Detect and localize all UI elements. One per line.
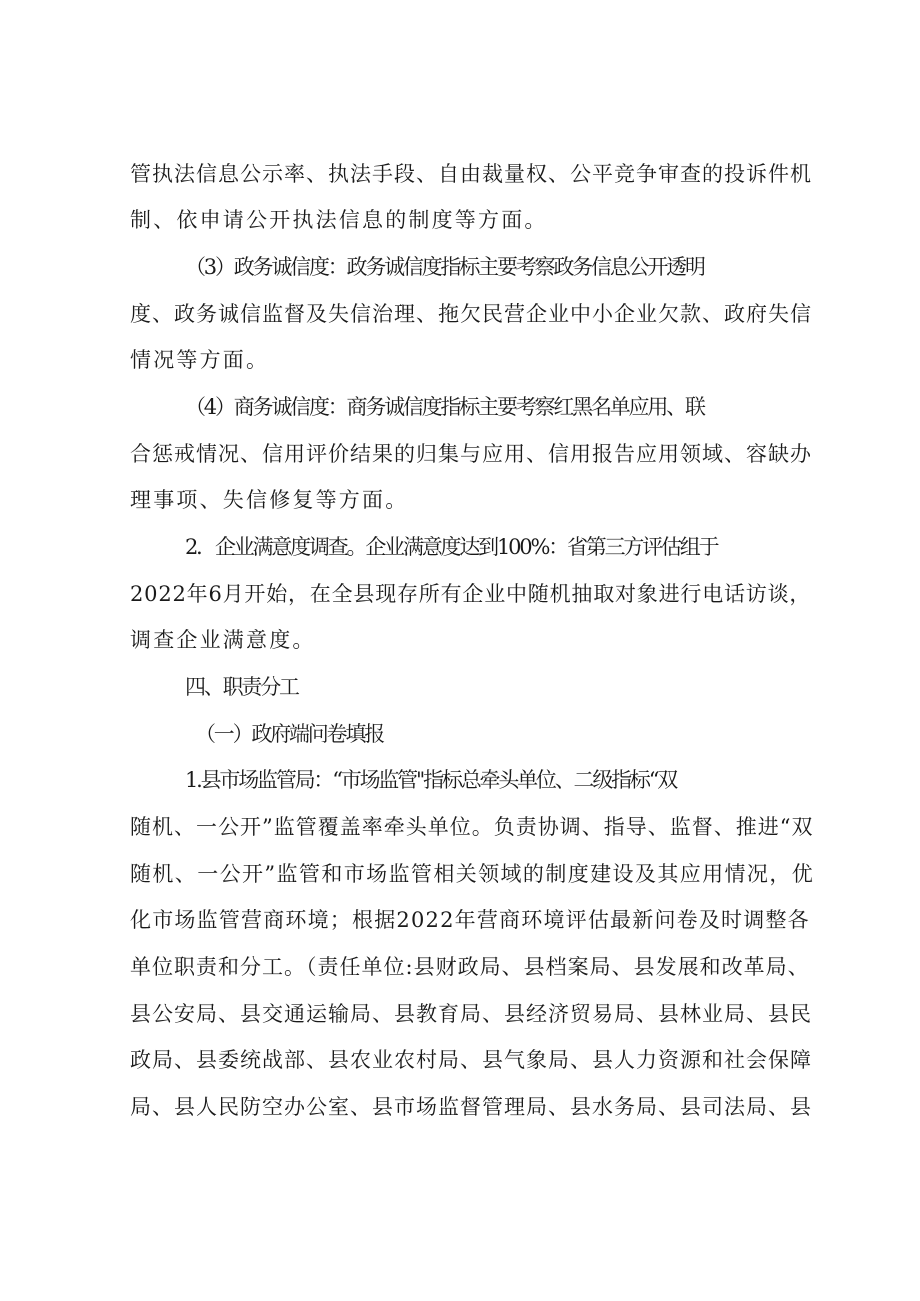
paragraph-heading-line: （3）政务诚信度：政务诚信度指标主要考察政务信息公开透明 (185, 255, 704, 279)
subsection-heading: （一）政府端问卷填报 (195, 722, 383, 746)
body-text-line: 管执法信息公示率、执法手段、自由裁量权、公平竞争审查的投诉件机 (130, 162, 812, 186)
paragraph-heading-line: 2．企业满意度调查。企业满意度达到100%：省第三方评估组于 (185, 535, 718, 559)
section-heading: 四、职责分工 (185, 675, 298, 699)
body-text-line: 理事项、失信修复等方面。 (130, 488, 409, 512)
body-text-line: 合惩戒情况、信用评价结果的归集与应用、信用报告应用领域、容缺办 (130, 442, 812, 466)
body-text-line: 度、政务诚信监督及失信治理、拖欠民营企业中小企业欠款、政府失信 (130, 302, 812, 326)
paragraph-heading-line: （4）商务诚信度：商务诚信度指标主要考察红黑名单应用、联 (185, 395, 704, 419)
paragraph-heading-line: 1.县市场监管局：“市场监管''指标总牵头单位、二级指标“双 (185, 768, 677, 792)
body-text-line: 2022年6月开始，在全县现存所有企业中随机抽取对象进行电话访谈， (130, 582, 812, 606)
body-text-line: 局、县人民防空办公室、县市场监督管理局、县水务局、县司法局、县 (130, 1095, 812, 1119)
body-text-line: 化市场监管营商环境；根据2022年营商环境评估最新问卷及时调整各 (130, 908, 810, 932)
body-text-line: 情况等方面。 (130, 348, 270, 372)
body-text-line: 随机、一公开”监管覆盖率牵头单位。负责协调、指导、监督、推进“双 (130, 815, 814, 839)
body-text-line: 调查企业满意度。 (130, 628, 316, 652)
body-text-line: 随机、一公开”监管和市场监管相关领域的制度建设及其应用情况，优 (130, 862, 815, 886)
body-text-line: 县公安局、县交通运输局、县教育局、县经济贸易局、县林业局、县民 (130, 1002, 812, 1026)
body-text-line: 政局、县委统战部、县农业农村局、县气象局、县人力资源和社会保障 (130, 1048, 812, 1072)
body-text-line: 单位职责和分工。（责任单位:县财政局、县档案局、县发展和改革局、 (130, 955, 810, 979)
body-text-line: 制、依申请公开执法信息的制度等方面。 (130, 208, 548, 232)
